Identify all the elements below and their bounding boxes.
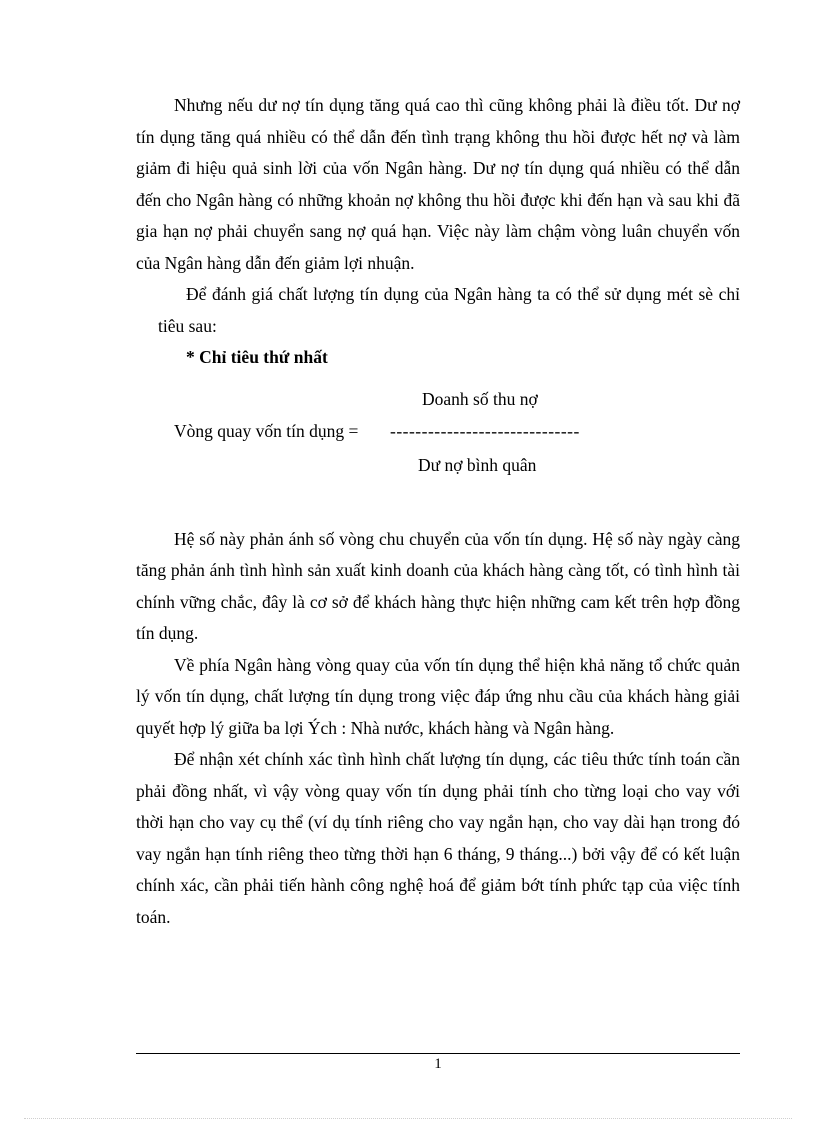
paragraph-1: Nhưng nếu dư nợ tín dụng tăng quá cao thì cũng không phải là điều tốt. Dư nợ tín dụng tăng quá nhiều có thể dẫn đến tình trạng không thu hồi được hết nợ và làm giảm đi hiệu quả sinh lời của vốn Ngân hàng. Dư nợ tín dụng quá nhiều có thể dẫn đến cho Ngân hàng có những khoản nợ không thu hồi được khi đến hạn và sau khi đã gia hạn nợ phải chuyển sang nợ quá hạn. Việc này làm chậm vòng luân chuyển vốn của Ngân hàng dẫn đến giảm lợi nhuận. <box>136 95 740 273</box>
paragraph-4: Về phía Ngân hàng vòng quay của vốn tín dụng thể hiện khả năng tổ chức quản lý vốn tín dụng, chất lượng tín dụng trong việc đáp ứng nhu cầu của khách hàng giải quyết hợp lý giữa ba lợi Ých : Nhà nước, khách hàng và Ngân hàng. <box>136 654 740 738</box>
formula-block <box>136 374 740 524</box>
page-number: 1 <box>434 1056 442 1072</box>
paragraph-3: Hệ số này phản ánh số vòng chu chuyển của vốn tín dụng. Hệ số này ngày càng tăng phản ánh tình hình sản xuất kinh doanh của khách hàng càng tốt, có tình hình tài chính vững chắc, đây là cơ sở để khách hàng thực hiện những cam kết trên hợp đồng tín dụng. <box>136 528 740 643</box>
paragraph-5: Để nhận xét chính xác tình hình chất lượng tín dụng, các tiêu thức tính toán cần phải đồng nhất, vì vậy vòng quay vốn tín dụng phải tính cho từng loại cho vay với thời hạn cho vay cụ thể (ví dụ tính riêng cho vay ngắn hạn, cho vay dài hạn trong đó vay ngắn hạn tính riêng theo từng thời hạn 6 tháng, 9 tháng...) bởi vậy để có kết luận chính xác, cần phải tiến hành công nghệ hoá để giảm bớt tính phức tạp của việc tính toán. <box>136 749 740 927</box>
section-heading: * Chỉ tiêu thứ nhất <box>186 347 328 367</box>
page-boundary <box>24 1118 792 1119</box>
formula-fraction-bar: ------------------------------ <box>390 420 580 441</box>
body-text <box>136 90 740 933</box>
paragraph-2: Để đánh giá chất lượng tín dụng của Ngân hàng ta có thể sử dụng mét sè chỉ tiêu sau: <box>158 284 740 336</box>
formula-lhs: Vòng quay vốn tín dụng = <box>174 420 359 441</box>
formula-numerator: Doanh số thu nợ <box>422 388 538 409</box>
formula-denominator: Dư nợ bình quân <box>418 454 537 475</box>
footer-divider <box>136 1053 740 1054</box>
